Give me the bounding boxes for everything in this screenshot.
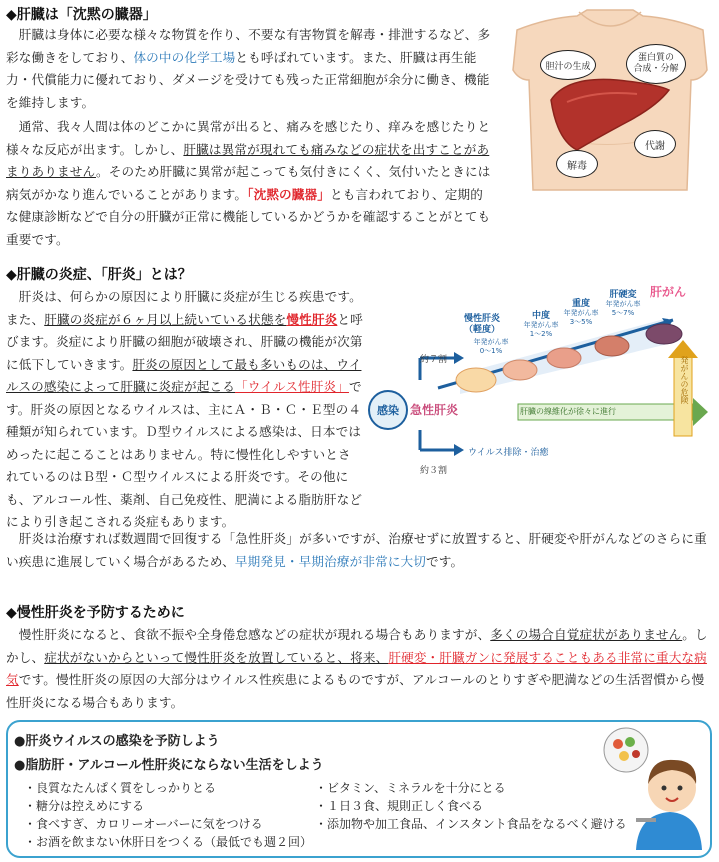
stage-cirrhosis-rate — [596, 300, 650, 318]
section3-heading: ◆慢性肝炎を予防するために — [6, 605, 185, 621]
stage-name: 重度 — [571, 299, 590, 309]
text: と呼びます。炎症により肝臓の細胞が破壊され、肝臓の機能が次第に低下していきます。 — [6, 311, 363, 372]
rate-label: 年発がん率 — [563, 309, 599, 317]
stage-chronic-mild-rate — [464, 338, 518, 356]
torso-liver-svg — [507, 10, 713, 190]
early-detection-highlight: 早期発見・早期治療が非常に大切 — [234, 553, 427, 569]
rate-label: 年発がん率 — [605, 300, 641, 308]
bubble-text: 胆汁の生成 — [545, 61, 591, 72]
serious-disease-warning: 肝硬変・肝臓ガンに発展することもある非常に重大な病気 — [6, 649, 707, 687]
text: です。肝炎の原因となるウイルスは、主にＡ・Ｂ・Ｃ・Ｅ型の４種類が知られています。Ｄ型ウイルスによる感染は、日本ではめったに起こることはありません。特に慢性化しやすいとされているのはＢ型・Ｃ型ウイルスによる肝炎です。その他にも、アルコール性、薬剤、自己免疫性、肥満による脂肪肝などにより引き起こされる炎症もあります。 — [6, 379, 363, 529]
infection-label: 感染 — [377, 404, 399, 417]
bubble-detox — [556, 150, 598, 178]
text: 通常、我々人間は体のどこかに異常が出ると、痛みを感じたり、痒みを感じたりと様々な反応が出ます。しかし、 — [6, 119, 491, 157]
rate-label: 年発がん率 — [523, 321, 559, 329]
prevention-line-2: ●脂肪肝・アルコール性肝炎にならない生活をしよう — [14, 758, 324, 773]
boy-eating-illustration — [596, 724, 706, 850]
text: 肝炎は治療すれば数週間で回復する「急性肝炎」が多いですが、治療せずに放置すると、肝硬変や肝がんなどのさらに重い疾患に進展していく場合があるため、 — [6, 531, 707, 569]
tip-vitamins: ・ビタミン、ミネラルを十分にとる — [315, 781, 506, 795]
text: 肝臓は身体に必要な様々な物質を作り、不要な有害物質を解毒・排泄するなど、多彩な働きをしており、 — [6, 27, 491, 65]
tip-protein: ・良質なたんぱく質をしっかりとる — [24, 781, 217, 795]
stage-liver-cancer — [650, 283, 686, 300]
stage-name: 慢性肝炎 （軽度） — [464, 314, 501, 335]
acute-hepatitis-label: 急性肝炎 — [410, 403, 459, 417]
stage-cirrhosis — [600, 287, 646, 300]
rate-value: 0〜1% — [479, 347, 503, 355]
stage-name: 肝がん — [650, 285, 687, 299]
bubble-metabolism — [634, 130, 676, 158]
text: とも呼ばれています。また、肝臓は再生能力・代償能力に優れており、ダメージを受けても残った正常細胞が余分に働き、機能を維持します。 — [6, 49, 490, 110]
tip-avoid-processed: ・添加物や加工食品、インスタント食品をなるべく避ける — [315, 817, 627, 831]
stage-chronic-mild — [464, 314, 500, 336]
underlined-text: 肝臓は異常が現れても痛みなどの症状を出すことがあまりありません — [6, 141, 490, 179]
infection-node — [368, 390, 408, 430]
section1-paragraph-1 — [6, 24, 493, 114]
underlined-text: 多くの場合自覚症状がありません — [490, 627, 683, 642]
section3-paragraph — [6, 624, 714, 714]
chronic-hepatitis-label: 慢性肝炎 — [286, 311, 338, 327]
highlight-chemical-factory: 体の中の化学工場 — [133, 49, 236, 65]
underlined-text: 症状がないからといって慢性肝炎を放置していると、将来、 — [44, 649, 389, 665]
tip-calories: ・食べすぎ、カロリーオーバーに気をつける — [24, 817, 263, 831]
text: とも言われており、定期的な健康診断などで自分の肝臓が正常に機能しているかどうかを確認することがとても重要です。 — [6, 186, 491, 247]
boy-svg — [596, 724, 706, 850]
tip-three-meals: ・１日３食、規則正しく食べる — [315, 799, 484, 813]
stage-name: 肝硬変 — [609, 290, 637, 300]
bubble-text: 代謝 — [645, 140, 665, 152]
underlined-text: 肝炎の原因として最も多いものは、ウイルスの感染によって肝臓に炎症が起こる — [6, 356, 362, 394]
silent-organ-label: 「沈黙の臓器」 — [247, 186, 331, 202]
section2-paragraph-2 — [6, 528, 714, 573]
section2-paragraph-1-narrow — [6, 286, 363, 529]
bubble-bile — [540, 50, 596, 80]
cancer-risk-label: 発がんの危険 — [680, 356, 689, 404]
rate-label: 年発がん率 — [473, 338, 509, 346]
pct-30-label: 約３割 — [420, 466, 448, 476]
prevention-line-1: ●肝炎ウイルスの感染を予防しよう — [14, 734, 220, 749]
section1-paragraph-2-top — [6, 116, 493, 251]
rate-value: 5〜7% — [611, 309, 635, 317]
virus-elimination-label: ウイルス排除・治癒 — [468, 448, 549, 458]
pct-70-label: 約７割 — [420, 355, 448, 365]
underlined-text: 肝臓の炎症が６ヶ月以上続いている状態を — [44, 311, 287, 327]
text: 。そのため肝臓に異常が起こっても気付きにくく、気付いたときには病気がかなり進んでいることがあります。 — [6, 164, 491, 202]
stage-name: 中度 — [531, 311, 550, 321]
text: です。 — [426, 553, 464, 569]
fibrosis-label: 肝臓の線維化が徐々に進行 — [520, 407, 616, 416]
liver-illustration — [507, 10, 713, 190]
bubble-text: 蛋白質の 合成・分解 — [633, 53, 679, 74]
tip-liver-rest-day: ・お酒を飲まない休肝日をつくる（最低でも週２回） — [24, 835, 313, 849]
rate-value: 3〜5% — [569, 318, 593, 326]
section2-heading: ◆肝臓の炎症、「肝炎」とは？ — [6, 267, 192, 283]
viral-hepatitis-label: 「ウイルス性肝炎」 — [235, 379, 349, 394]
section1-heading: ◆肝臓は「沈黙の臓器」 — [6, 7, 157, 23]
text: 肝炎は、何らかの原因により肝臓に炎症が生じる疾患です。また、 — [6, 289, 362, 327]
bubble-text: 解毒 — [567, 160, 587, 172]
text: です。慢性肝炎の原因の大部分はウイルス性疾患によるものですが、アルコールのとりすぎや肥満などの生活習慣から慢性肝炎になる場合もあります。 — [6, 672, 705, 710]
text: 。しかし、 — [6, 627, 708, 665]
rate-value: 1〜2% — [529, 330, 553, 338]
text: 慢性肝炎になると、食欲不振や全身倦怠感などの症状が現れる場合もありますが、 — [6, 627, 491, 642]
bubble-protein — [626, 44, 686, 84]
tip-sugar: ・糖分は控えめにする — [24, 799, 145, 813]
